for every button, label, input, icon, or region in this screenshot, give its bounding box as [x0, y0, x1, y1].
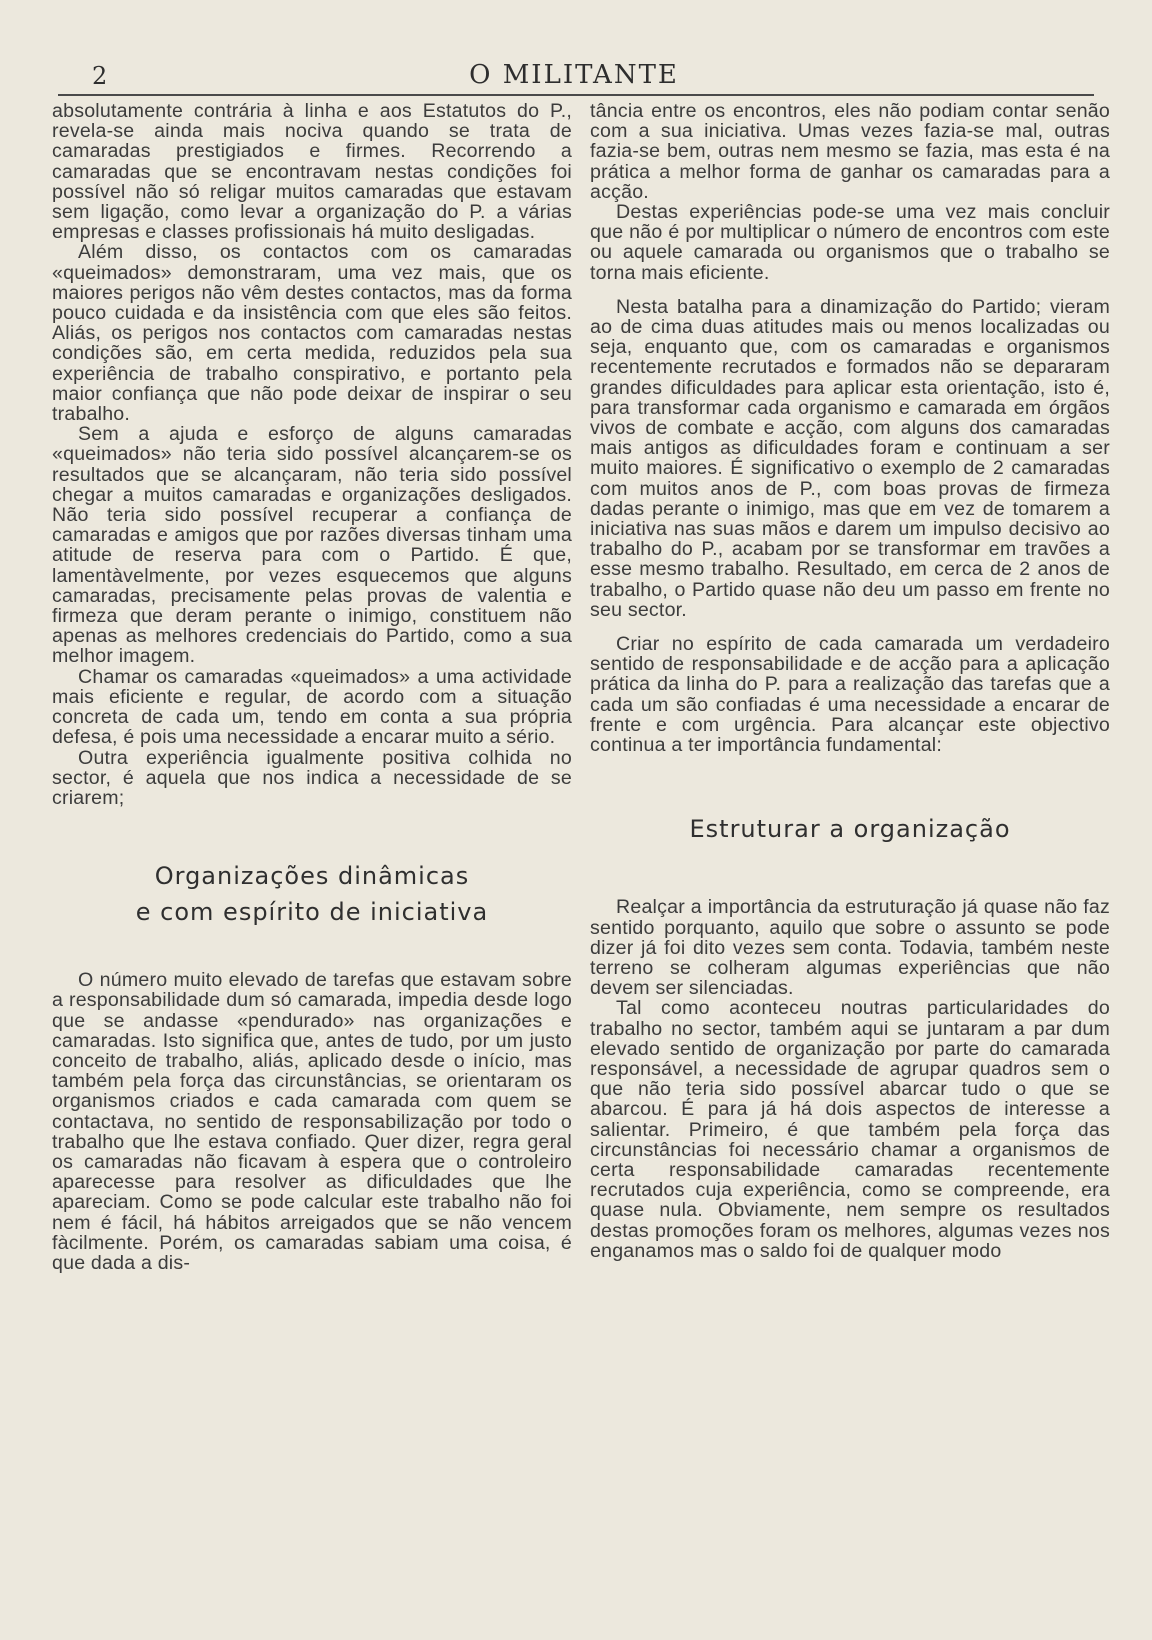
paragraph: O número muito elevado de tarefas que estavam sobre a responsabilidade dum só camarada, impedia desde logo que se andasse «pendurado» nas organizações e camaradas. Isto significa que, antes de tudo, por um justo conceito de trabalho, aliás, aplicado desde o início, mas também pela força das circunstâncias, se orientaram os organismos criados e cada camarada com quem se contactava, no sentido de responsabilização por todo o trabalho que lhe estava confiado. Quer dizer, regra geral os camaradas não ficavam à espera que o controleiro aparecesse para resolver as dificuldades que lhe apareciam. Como se pode calcular este trabalho não foi nem é fácil, há hábitos arreigados que se não vencem fàcilmente. Porém, os camaradas sabiam uma coisa, é que dada a dis-: [52, 969, 572, 1274]
paragraph: Chamar os camaradas «queimados» a uma actividade mais eficiente e regular, de acordo com a situação concreta de cada um, tendo em conta a sua própria defesa, é pois uma necessidade a encarar muito a sério.: [52, 665, 572, 749]
paragraph: absolutamente contrária à linha e aos Estatutos do P., revela-se ainda mais nociva quando se trata de camaradas prestigiados e firmes. Recorrendo a camaradas que se encontravam nestas condições foi possível não só religar muitos camaradas que estavam sem ligação, como levar a organização do P. a várias empresas e classes profissionais há muito desligadas.: [52, 100, 572, 244]
right-column: [590, 101, 1110, 1261]
paragraph: Além disso, os contactos com os camaradas «queimados» demonstraram, uma vez mais, que os maiores perigos não vêm destes contactos, mas da forma pouco cuidada e da insistência com que eles são feitos. Aliás, os perigos nos contactos com camaradas nestas condições são, em certa medida, reduzidos pela sua experiência de trabalho conspirativo, e portanto pela maior confiança que não pode deixar de inspirar o seu trabalho.: [52, 241, 572, 426]
left-column: [52, 101, 572, 1273]
paragraph: Destas experiências pode-se uma vez mais concluir que não é por multiplicar o número de encontros com este ou aquele camarada ou organismos que o trabalho se torna mais eficiente.: [590, 201, 1110, 284]
paragraph: Tal como aconteceu noutras particularidades do trabalho no sector, também aqui se juntaram a par dum elevado sentido de organização por parte do camarada responsável, a necessidade de agrupar quadros sem o que não teria sido possível abarcar tudo o que se abarcou. É para já há dois aspectos de interesse a salientar. Primeiro, é que também pela força das circunstâncias foi necessário chamar a organismos de certa responsabilidade camaradas recentemente recrutados cuja experiência, como se compreende, era quase nula. Obviamente, nem sempre os resultados destas promoções foram os melhores, algumas vezes nos enganamos mas o saldo foi de qualquer modo: [590, 997, 1110, 1262]
paper-title: O MILITANTE: [469, 60, 679, 90]
header-rule: [58, 94, 1094, 96]
section-heading: Estruturar a organização: [689, 815, 1011, 844]
paragraph: Sem a ajuda e esforço de alguns camaradas «queimados» não teria sido possível alcançarem-se os resultados que se alcançaram, não teria sido possível chegar a muitos camaradas e organizações desligados. Não teria sido possível recuperar a confiança de camaradas e amigos que por razões diversas tinham uma atitude de reserva para com o Partido. É que, lamentàvelmente, por vezes esquecemos que alguns camaradas, precisamente pelas provas de valentia e firmeza que deram perante o inimigo, constituem não apenas as melhores credenciais do Partido, como a sua melhor imagem.: [52, 423, 572, 668]
paragraph: Nesta batalha para a dinamização do Partido; vieram ao de cima duas atitudes mais ou menos localizadas ou seja, enquanto que, com os camaradas e organismos recentemente recrutados e formados não se depararam grandes dificuldades para aplicar esta orientação, isto é, para transformar cada organismo e camarada em órgãos vivos de combate e acção, com alguns dos camaradas mais antigos as dificuldades foram e continuam a ser muito maiores. É significativo o exemplo de 2 camaradas com muitos anos de P., com boas provas de firmeza dadas perante o inimigo, mas que em vez de tomarem a iniciativa nas suas mãos e darem um impulso decisivo ao trabalho do P., acabam por se transformar em travões a esse mesmo trabalho. Resultado, em cerca de 2 anos de trabalho, o Partido quase não deu um passo em frente no seu sector.: [590, 295, 1110, 621]
page-header: [54, 56, 1094, 96]
page-number: 2: [92, 62, 108, 90]
section-heading-line: e com espírito de iniciativa: [135, 898, 489, 927]
paragraph: Realçar a importância da estruturação já quase não faz sentido porquanto, aquilo que sobre o assunto se pode dizer já foi dito vezes sem conta. Todavia, também neste terreno se colheram algumas experiências que não devem ser silenciadas.: [590, 896, 1110, 1000]
paragraph: Outra experiência igualmente positiva colhida no sector, é aquela que nos indica a necessidade de se criarem;: [52, 746, 572, 809]
paragraph: tância entre os encontros, eles não podiam contar senão com a sua iniciativa. Umas vezes fazia-se mal, outras fazia-se bem, outras nem mesmo se fazia, mas esta é na prática a melhor forma de ganhar os camaradas para a acção.: [590, 100, 1110, 203]
section-heading-line: Organizações dinâmicas: [154, 862, 470, 891]
section-heading: [52, 858, 572, 930]
paragraph: Criar no espírito de cada camarada um verdadeiro sentido de responsabilidade e de acção para a aplicação prática da linha do P. para a realização das tarefas que a cada um são confiadas é uma necessidade a encarar de frente e com urgência. Para alcançar este objectivo continua a ter importância fundamental:: [590, 633, 1110, 757]
